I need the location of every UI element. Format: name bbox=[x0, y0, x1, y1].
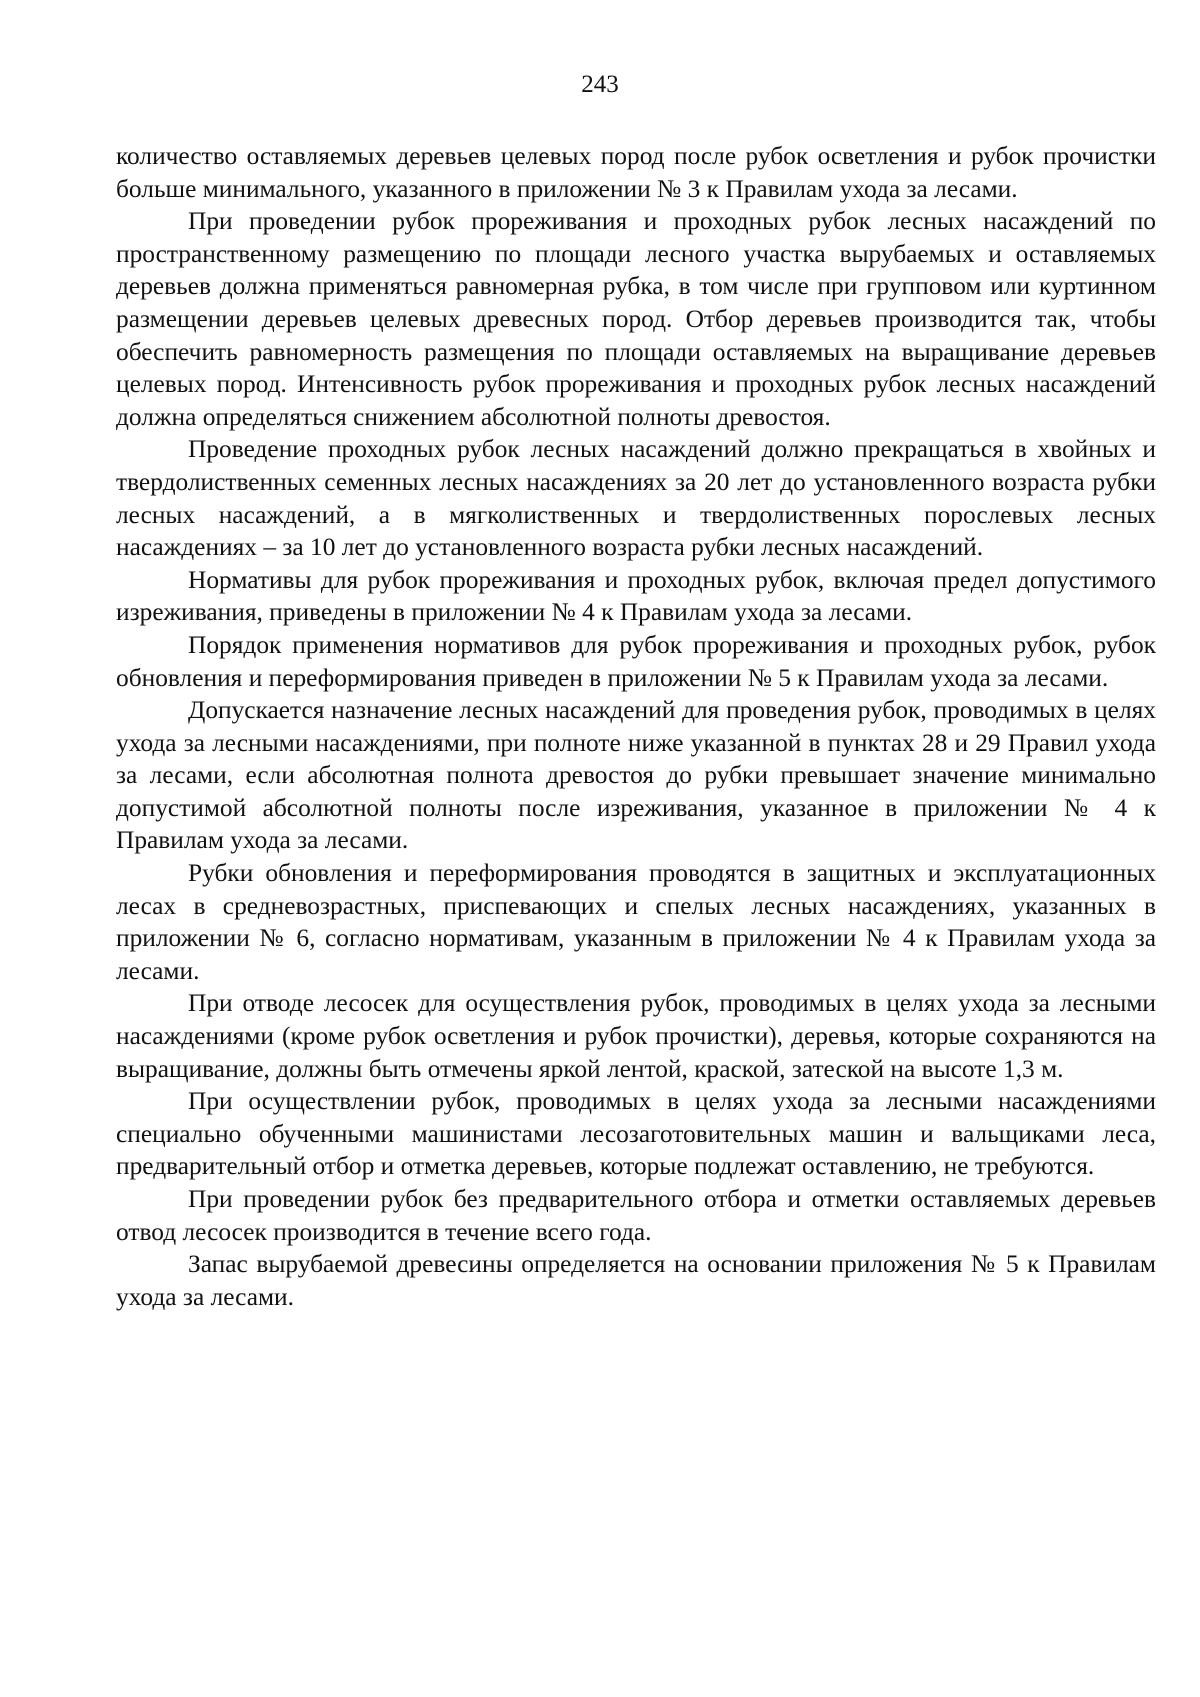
paragraph: При проведении рубок без предварительного отбора и отметки оставляемых деревьев отвод лесосек производится в течение всего года. bbox=[116, 1185, 1156, 1246]
body-text bbox=[116, 140, 1156, 1313]
page-number: 243 bbox=[581, 71, 619, 98]
paragraph: Рубки обновления и переформирования проводятся в защитных и эксплуатационных лесах в средневозрастных, приспевающих и спелых лесных насаждениях, указанных в приложении № 6, согласно нормативам, указанным в приложении № 4 к Правилам ухода за лесами. bbox=[116, 859, 1156, 985]
paragraph: Запас вырубаемой древесины определяется на основании приложения № 5 к Правилам ухода за лесами. bbox=[116, 1250, 1156, 1311]
paragraph: Допускается назначение лесных насаждений для проведения рубок, проводимых в целях ухода за лесными насаждениями, при полноте ниже указанной в пунктах 28 и 29 Правил ухода за лесами, если абсолютная полнота древостоя до рубки превышает значение минимально допустимой абсолютной полноты после изреживания, указанное в приложении № 4 к Правилам ухода за лесами. bbox=[116, 696, 1156, 855]
paragraph: При проведении рубок прореживания и проходных рубок лесных насаждений по пространственному размещению по площади лесного участка вырубаемых и оставляемых деревьев должна применяться равномерная рубка, в том числе при групповом или куртинном размещении деревьев целевых древесных пород. Отбор деревьев производится так, чтобы обеспечить равномерность размещения по площади оставляемых на выращивание деревьев целевых пород. Интенсивность рубок прореживания и проходных рубок лесных насаждений должна определяться снижением абсолютной полноты древостоя. bbox=[116, 207, 1156, 431]
paragraph: количество оставляемых деревьев целевых пород после рубок осветления и рубок прочистки больше минимального, указанного в приложении № 3 к Правилам ухода за лесами. bbox=[116, 142, 1156, 203]
paragraph: При отводе лесосек для осуществления рубок, проводимых в целях ухода за лесными насаждениями (кроме рубок осветления и рубок прочистки), деревья, которые сохраняются на выращивание, должны быть отмечены яркой лентой, краской, затеской на высоте 1,3 м. bbox=[116, 989, 1156, 1083]
paragraph: При осуществлении рубок, проводимых в целях ухода за лесными насаждениями специально обученными машинистами лесозаготовительных машин и вальщиками леса, предварительный отбор и отметка деревьев, которые подлежат оставлению, не требуются. bbox=[116, 1087, 1156, 1181]
paragraph: Проведение проходных рубок лесных насаждений должно прекращаться в хвойных и твердолиственных семенных лесных насаждениях за 20 лет до установленного возраста рубки лесных насаждений, а в мягколиственных и твердолиственных порослевых лесных насаждениях – за 10 лет до установленного возраста рубки лесных насаждений. bbox=[116, 435, 1156, 562]
paragraph: Нормативы для рубок прореживания и проходных рубок, включая предел допустимого изреживания, приведены в приложении № 4 к Правилам ухода за лесами. bbox=[116, 565, 1156, 627]
paragraph: Порядок применения нормативов для рубок прореживания и проходных рубок, рубок обновления и переформирования приведен в приложении № 5 к Правилам ухода за лесами. bbox=[116, 630, 1156, 692]
